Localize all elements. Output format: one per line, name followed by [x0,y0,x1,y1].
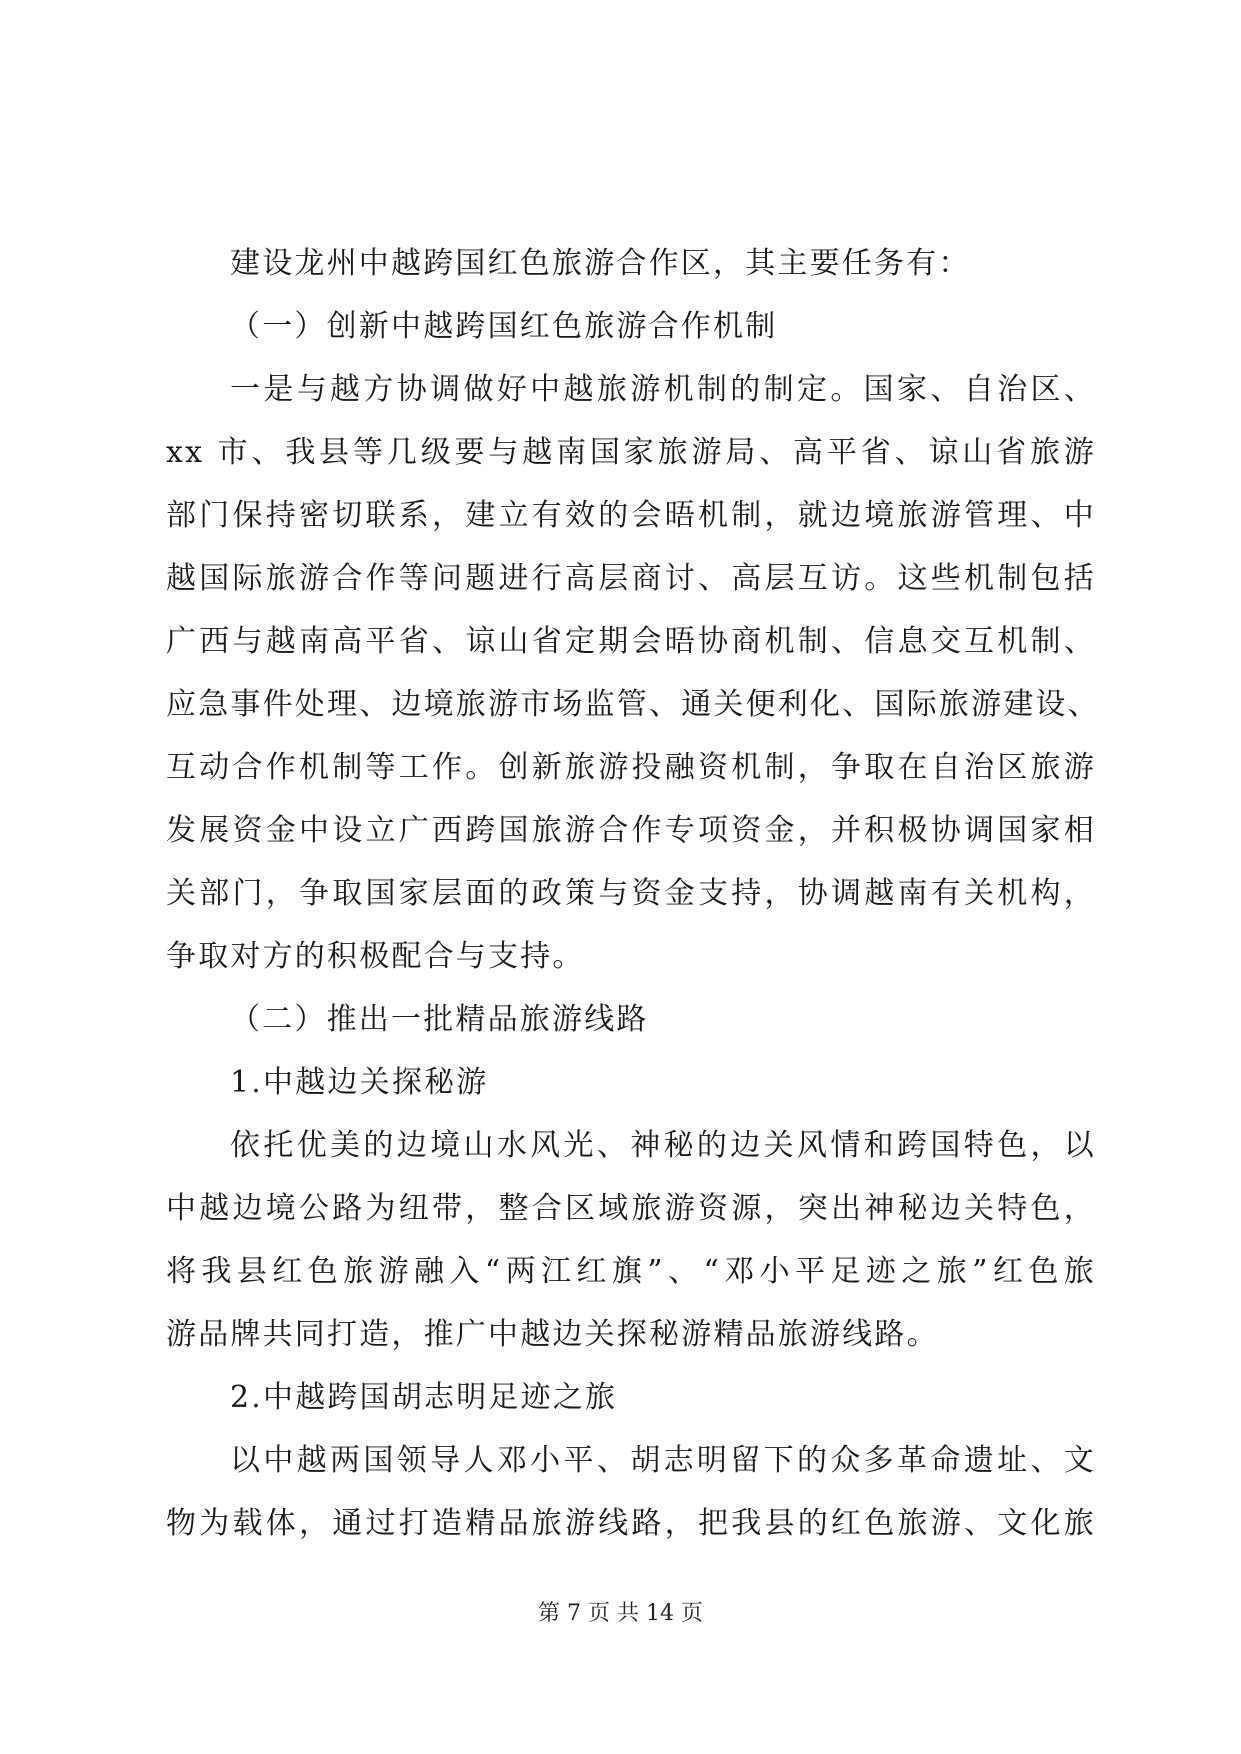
section-heading-1: （一）创新中越跨国红色旅游合作机制 [230,309,778,344]
body-line: 争取对方的积极配合与支持。 [166,939,585,974]
body-line: 发展资金中设立广西跨国旅游合作专项资金，并积极协调国家相 [166,813,1096,848]
body-line: 中越边境公路为纽带，整合区域旅游资源，突出神秘边关特色， [166,1191,1096,1226]
body-line: 以中越两国领导人邓小平、胡志明留下的众多革命遗址、文 [230,1443,1096,1478]
document-body [166,232,1100,1555]
subsection-heading-2: 2.中越跨国胡志明足迹之旅 [230,1380,618,1415]
body-line: 一是与越方协调做好中越旅游机制的制定。国家、自治区、 [230,372,1096,407]
body-line: 应急事件处理、边境旅游市场监管、通关便利化、国际旅游建设、 [166,687,1100,722]
body-line: 互动合作机制等工作。创新旅游投融资机制，争取在自治区旅游 [166,750,1096,785]
body-line: 关部门，争取国家层面的政策与资金支持，协调越南有关机构， [166,876,1096,911]
body-line: xx 市、我县等几级要与越南国家旅游局、高平省、谅山省旅游 [166,435,1096,470]
section-heading-2: （二）推出一批精品旅游线路 [230,1002,649,1037]
page-number-footer: 第 7 页 共 14 页 [538,1601,703,1626]
body-line: 物为载体，通过打造精品旅游线路，把我县的红色旅游、文化旅 [166,1506,1096,1541]
paragraph-intro-line: 建设龙州中越跨国红色旅游合作区，其主要任务有： [230,246,971,281]
body-line: 越国际旅游合作等问题进行高层商讨、高层互访。这些机制包括 [166,561,1096,596]
body-line: 将我县红色旅游融入“两江红旗”、“邓小平足迹之旅”红色旅 [166,1254,1096,1289]
subsection-heading-1: 1.中越边关探秘游 [230,1065,489,1100]
body-line: 广西与越南高平省、谅山省定期会晤协商机制、信息交互机制、 [166,624,1096,659]
body-line: 部门保持密切联系，建立有效的会晤机制，就边境旅游管理、中 [166,498,1096,533]
body-line: 游品牌共同打造，推广中越边关探秘游精品旅游线路。 [166,1317,939,1352]
body-line: 依托优美的边境山水风光、神秘的边关风情和跨国特色，以 [230,1128,1096,1163]
